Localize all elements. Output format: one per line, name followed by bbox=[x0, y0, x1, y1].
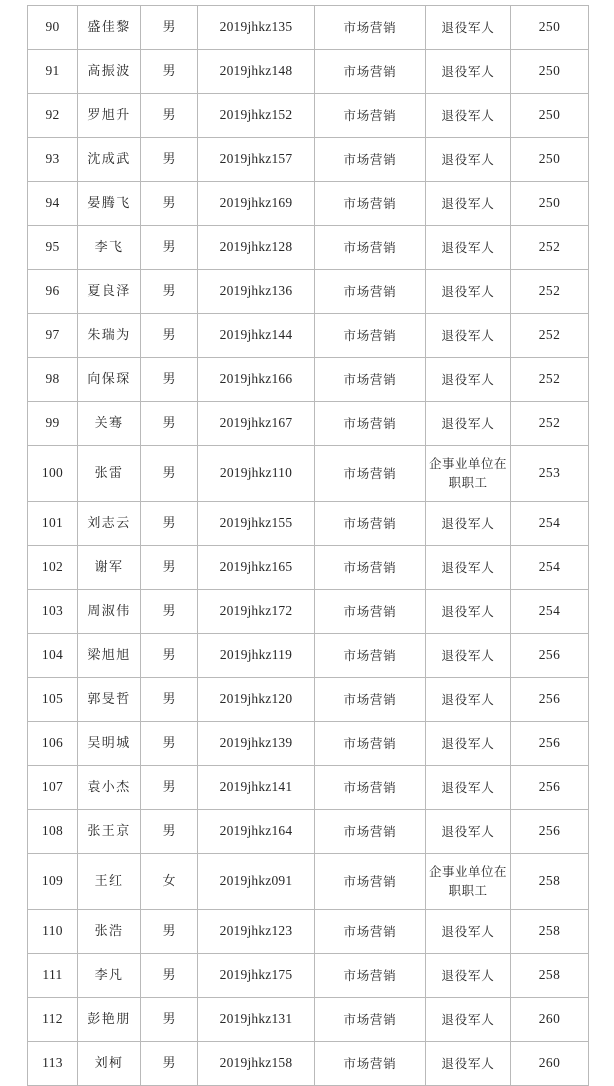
cell-ticket-number: 2019jhkz110 bbox=[198, 446, 315, 502]
cell-major: 市场营销 bbox=[315, 358, 426, 402]
cell-index: 98 bbox=[28, 358, 78, 402]
table-row bbox=[28, 314, 589, 358]
cell-sex: 男 bbox=[141, 358, 198, 402]
cell-major: 市场营销 bbox=[315, 766, 426, 810]
cell-index: 105 bbox=[28, 678, 78, 722]
cell-category: 退役军人 bbox=[426, 954, 511, 998]
cell-score: 258 bbox=[511, 854, 589, 910]
cell-index: 113 bbox=[28, 1042, 78, 1086]
table-row bbox=[28, 854, 589, 910]
cell-category: 退役军人 bbox=[426, 722, 511, 766]
cell-ticket-number: 2019jhkz158 bbox=[198, 1042, 315, 1086]
table-row bbox=[28, 678, 589, 722]
cell-major: 市场营销 bbox=[315, 910, 426, 954]
cell-sex: 男 bbox=[141, 1042, 198, 1086]
cell-sex: 男 bbox=[141, 998, 198, 1042]
cell-name: 郭旻哲 bbox=[78, 678, 141, 722]
cell-score: 250 bbox=[511, 6, 589, 50]
cell-name: 袁小杰 bbox=[78, 766, 141, 810]
cell-category: 退役军人 bbox=[426, 138, 511, 182]
cell-name: 罗旭升 bbox=[78, 94, 141, 138]
cell-name: 张王京 bbox=[78, 810, 141, 854]
cell-sex: 男 bbox=[141, 446, 198, 502]
cell-name: 周淑伟 bbox=[78, 590, 141, 634]
cell-score: 253 bbox=[511, 446, 589, 502]
cell-ticket-number: 2019jhkz120 bbox=[198, 678, 315, 722]
cell-ticket-number: 2019jhkz152 bbox=[198, 94, 315, 138]
cell-category: 退役军人 bbox=[426, 678, 511, 722]
cell-ticket-number: 2019jhkz148 bbox=[198, 50, 315, 94]
cell-category: 退役军人 bbox=[426, 6, 511, 50]
cell-ticket-number: 2019jhkz164 bbox=[198, 810, 315, 854]
cell-score: 250 bbox=[511, 50, 589, 94]
cell-name: 谢军 bbox=[78, 546, 141, 590]
cell-category: 退役军人 bbox=[426, 546, 511, 590]
cell-sex: 男 bbox=[141, 50, 198, 94]
cell-major: 市场营销 bbox=[315, 854, 426, 910]
cell-category: 退役军人 bbox=[426, 358, 511, 402]
cell-ticket-number: 2019jhkz167 bbox=[198, 402, 315, 446]
cell-name: 沈成武 bbox=[78, 138, 141, 182]
table-row bbox=[28, 402, 589, 446]
cell-major: 市场营销 bbox=[315, 502, 426, 546]
cell-index: 99 bbox=[28, 402, 78, 446]
cell-score: 258 bbox=[511, 954, 589, 998]
table-row bbox=[28, 182, 589, 226]
cell-major: 市场营销 bbox=[315, 270, 426, 314]
cell-sex: 男 bbox=[141, 402, 198, 446]
cell-ticket-number: 2019jhkz139 bbox=[198, 722, 315, 766]
cell-score: 252 bbox=[511, 358, 589, 402]
cell-ticket-number: 2019jhkz131 bbox=[198, 998, 315, 1042]
cell-index: 109 bbox=[28, 854, 78, 910]
table-row bbox=[28, 546, 589, 590]
table-row bbox=[28, 590, 589, 634]
cell-sex: 男 bbox=[141, 94, 198, 138]
cell-name: 张浩 bbox=[78, 910, 141, 954]
cell-major: 市场营销 bbox=[315, 6, 426, 50]
cell-category: 退役军人 bbox=[426, 1042, 511, 1086]
cell-sex: 男 bbox=[141, 722, 198, 766]
cell-sex: 男 bbox=[141, 546, 198, 590]
cell-ticket-number: 2019jhkz144 bbox=[198, 314, 315, 358]
cell-major: 市场营销 bbox=[315, 810, 426, 854]
cell-score: 256 bbox=[511, 634, 589, 678]
cell-index: 102 bbox=[28, 546, 78, 590]
cell-score: 252 bbox=[511, 402, 589, 446]
cell-category: 退役军人 bbox=[426, 766, 511, 810]
cell-index: 106 bbox=[28, 722, 78, 766]
cell-ticket-number: 2019jhkz119 bbox=[198, 634, 315, 678]
table-row bbox=[28, 226, 589, 270]
cell-score: 250 bbox=[511, 94, 589, 138]
cell-score: 252 bbox=[511, 314, 589, 358]
score-table bbox=[27, 5, 589, 1086]
cell-score: 256 bbox=[511, 678, 589, 722]
cell-category: 退役军人 bbox=[426, 94, 511, 138]
table-row bbox=[28, 502, 589, 546]
cell-ticket-number: 2019jhkz091 bbox=[198, 854, 315, 910]
cell-sex: 男 bbox=[141, 590, 198, 634]
table-row bbox=[28, 722, 589, 766]
table-row bbox=[28, 358, 589, 402]
cell-index: 101 bbox=[28, 502, 78, 546]
cell-sex: 男 bbox=[141, 6, 198, 50]
table-row bbox=[28, 1042, 589, 1086]
cell-category: 退役军人 bbox=[426, 402, 511, 446]
cell-score: 250 bbox=[511, 138, 589, 182]
cell-sex: 男 bbox=[141, 138, 198, 182]
cell-major: 市场营销 bbox=[315, 94, 426, 138]
cell-category: 退役军人 bbox=[426, 634, 511, 678]
cell-category: 退役军人 bbox=[426, 226, 511, 270]
cell-category: 退役军人 bbox=[426, 270, 511, 314]
cell-major: 市场营销 bbox=[315, 546, 426, 590]
cell-category: 退役军人 bbox=[426, 910, 511, 954]
cell-name: 关骞 bbox=[78, 402, 141, 446]
cell-category: 退役军人 bbox=[426, 182, 511, 226]
table-row bbox=[28, 50, 589, 94]
cell-sex: 女 bbox=[141, 854, 198, 910]
cell-major: 市场营销 bbox=[315, 50, 426, 94]
table-row bbox=[28, 954, 589, 998]
table-row bbox=[28, 766, 589, 810]
cell-major: 市场营销 bbox=[315, 722, 426, 766]
cell-score: 254 bbox=[511, 546, 589, 590]
cell-major: 市场营销 bbox=[315, 402, 426, 446]
cell-score: 260 bbox=[511, 998, 589, 1042]
cell-score: 256 bbox=[511, 766, 589, 810]
cell-index: 100 bbox=[28, 446, 78, 502]
cell-sex: 男 bbox=[141, 314, 198, 358]
cell-score: 252 bbox=[511, 270, 589, 314]
cell-index: 96 bbox=[28, 270, 78, 314]
cell-name: 夏良泽 bbox=[78, 270, 141, 314]
cell-sex: 男 bbox=[141, 766, 198, 810]
cell-name: 向保琛 bbox=[78, 358, 141, 402]
table-row bbox=[28, 94, 589, 138]
cell-ticket-number: 2019jhkz166 bbox=[198, 358, 315, 402]
cell-index: 107 bbox=[28, 766, 78, 810]
cell-score: 254 bbox=[511, 590, 589, 634]
cell-category: 退役军人 bbox=[426, 50, 511, 94]
cell-ticket-number: 2019jhkz169 bbox=[198, 182, 315, 226]
cell-name: 吴明城 bbox=[78, 722, 141, 766]
cell-category: 退役军人 bbox=[426, 314, 511, 358]
cell-sex: 男 bbox=[141, 910, 198, 954]
cell-index: 90 bbox=[28, 6, 78, 50]
cell-major: 市场营销 bbox=[315, 446, 426, 502]
cell-name: 王红 bbox=[78, 854, 141, 910]
cell-name: 梁旭旭 bbox=[78, 634, 141, 678]
cell-name: 彭艳朋 bbox=[78, 998, 141, 1042]
cell-ticket-number: 2019jhkz175 bbox=[198, 954, 315, 998]
cell-name: 李凡 bbox=[78, 954, 141, 998]
table-row bbox=[28, 446, 589, 502]
cell-index: 93 bbox=[28, 138, 78, 182]
cell-sex: 男 bbox=[141, 810, 198, 854]
cell-sex: 男 bbox=[141, 954, 198, 998]
cell-major: 市场营销 bbox=[315, 634, 426, 678]
cell-sex: 男 bbox=[141, 634, 198, 678]
cell-ticket-number: 2019jhkz157 bbox=[198, 138, 315, 182]
cell-ticket-number: 2019jhkz155 bbox=[198, 502, 315, 546]
cell-major: 市场营销 bbox=[315, 226, 426, 270]
cell-index: 97 bbox=[28, 314, 78, 358]
cell-ticket-number: 2019jhkz136 bbox=[198, 270, 315, 314]
table-row bbox=[28, 998, 589, 1042]
cell-index: 103 bbox=[28, 590, 78, 634]
cell-sex: 男 bbox=[141, 182, 198, 226]
table-row bbox=[28, 6, 589, 50]
cell-score: 256 bbox=[511, 722, 589, 766]
cell-score: 250 bbox=[511, 182, 589, 226]
cell-major: 市场营销 bbox=[315, 314, 426, 358]
table-row bbox=[28, 810, 589, 854]
cell-sex: 男 bbox=[141, 502, 198, 546]
cell-score: 254 bbox=[511, 502, 589, 546]
cell-index: 92 bbox=[28, 94, 78, 138]
cell-index: 95 bbox=[28, 226, 78, 270]
cell-category: 企事业单位在职职工 bbox=[426, 854, 511, 910]
cell-ticket-number: 2019jhkz123 bbox=[198, 910, 315, 954]
cell-ticket-number: 2019jhkz172 bbox=[198, 590, 315, 634]
cell-category: 退役军人 bbox=[426, 998, 511, 1042]
cell-index: 94 bbox=[28, 182, 78, 226]
cell-sex: 男 bbox=[141, 678, 198, 722]
cell-major: 市场营销 bbox=[315, 138, 426, 182]
cell-major: 市场营销 bbox=[315, 590, 426, 634]
cell-name: 朱瑞为 bbox=[78, 314, 141, 358]
cell-index: 104 bbox=[28, 634, 78, 678]
cell-name: 盛佳黎 bbox=[78, 6, 141, 50]
cell-sex: 男 bbox=[141, 226, 198, 270]
cell-major: 市场营销 bbox=[315, 954, 426, 998]
cell-ticket-number: 2019jhkz165 bbox=[198, 546, 315, 590]
cell-score: 260 bbox=[511, 1042, 589, 1086]
cell-name: 刘柯 bbox=[78, 1042, 141, 1086]
score-table-container bbox=[27, 5, 588, 1086]
cell-index: 112 bbox=[28, 998, 78, 1042]
table-row bbox=[28, 138, 589, 182]
cell-sex: 男 bbox=[141, 270, 198, 314]
cell-major: 市场营销 bbox=[315, 678, 426, 722]
cell-name: 刘志云 bbox=[78, 502, 141, 546]
cell-score: 256 bbox=[511, 810, 589, 854]
cell-name: 张雷 bbox=[78, 446, 141, 502]
cell-major: 市场营销 bbox=[315, 182, 426, 226]
cell-category: 退役军人 bbox=[426, 810, 511, 854]
cell-index: 91 bbox=[28, 50, 78, 94]
cell-ticket-number: 2019jhkz128 bbox=[198, 226, 315, 270]
cell-major: 市场营销 bbox=[315, 998, 426, 1042]
cell-index: 108 bbox=[28, 810, 78, 854]
cell-index: 110 bbox=[28, 910, 78, 954]
cell-score: 258 bbox=[511, 910, 589, 954]
score-table-body bbox=[28, 6, 589, 1086]
cell-major: 市场营销 bbox=[315, 1042, 426, 1086]
table-row bbox=[28, 634, 589, 678]
cell-score: 252 bbox=[511, 226, 589, 270]
cell-index: 111 bbox=[28, 954, 78, 998]
cell-category: 退役军人 bbox=[426, 502, 511, 546]
table-row bbox=[28, 910, 589, 954]
cell-ticket-number: 2019jhkz135 bbox=[198, 6, 315, 50]
cell-name: 李飞 bbox=[78, 226, 141, 270]
cell-name: 高振波 bbox=[78, 50, 141, 94]
cell-ticket-number: 2019jhkz141 bbox=[198, 766, 315, 810]
cell-name: 晏腾飞 bbox=[78, 182, 141, 226]
cell-category: 退役军人 bbox=[426, 590, 511, 634]
cell-category: 企事业单位在职职工 bbox=[426, 446, 511, 502]
table-row bbox=[28, 270, 589, 314]
